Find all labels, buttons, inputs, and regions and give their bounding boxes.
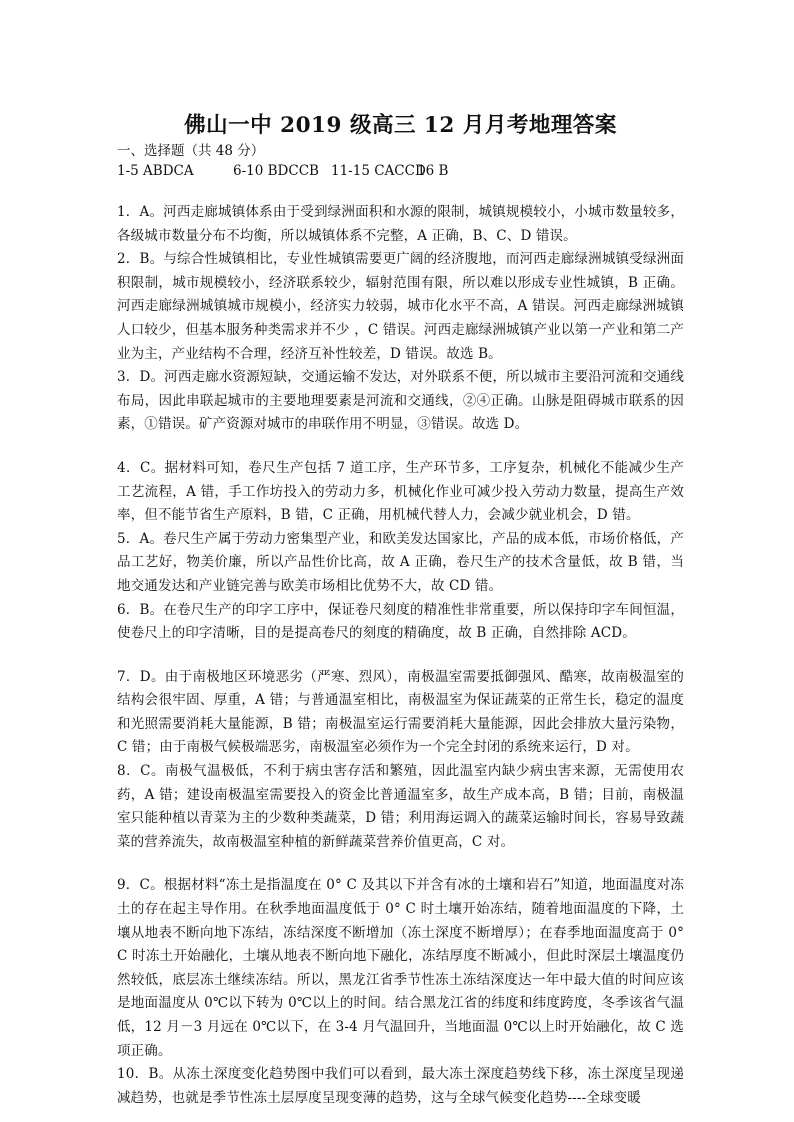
explanation-6: 6．B。在卷尺生产的印字工序中，保证卷尺刻度的精准性非常重要，所以保持印字车间恒温，使卷尺上的印字清晰，目的是提高卷尺的刻度的精确度，故 B 正确，自然排除 ACD。 [117,601,684,642]
answer-key-6-10: 6-10 BDCCB [233,163,319,179]
explanation-9: 9．C。根据材料“冻土是指温度在 0° C 及其以下并含有冰的土壤和岩石”知道，地面温度对冻土的存在起主导作用。在秋季地面温度低于 0° C 时土壤开始冻结，随着地面温度的下降，土壤从地表不断向地下冻结，冻结深度不断增加（冻土深度不断增厚）；在春季地面温度高于 0° C 时冻土开始融化，土壤从地表不断向地下融化，冻结厚度不断减小，但此时深层土壤温度仍然较低，底层冻土继续冻结。所以，黑龙江省季节性冻土冻结深度达一年中最大值的时间应该是地面温度从 0℃以下转为 0℃以上的时间。结合黑龙江省的纬度和纬度跨度，冬季该省气温低，12 月－3 月远在 0℃以下，在 3-4 月气温回升，当地面温 0℃以上时开始融化，故 C 选项正确。 [117,877,684,1059]
section-heading: 一、选择题（共 48 分） [117,143,265,159]
explanation-7: 7．D。由于南极地区环境恶劣（严寒、烈风），南极温室需要抵御强风、酷寒，故南极温室的结构会很牢固、厚重，A 错；与普通温室相比，南极温室为保证蔬菜的正常生长，稳定的温度和光照需要消耗大量能源，B 错；南极温室运行需要消耗大量能源，因此会排放大量污染物，C 错；由于南极气候极端恶劣，南极温室必须作为一个完全封闭的系统来运行，D 对。 [117,668,684,756]
page-title: 佛山一中 2019 级高三 12 月月考地理答案 [184,113,617,138]
explanation-2: 2．B。与综合性城镇相比，专业性城镇需要更广阔的经济腹地，而河西走廊绿洲城镇受绿洲面积限制，城市规模较小，经济联系较少，辐射范围有限，所以难以形成专业性城镇，B 正确。河西走廊绿洲城镇城市规模小，经济实力较弱，城市化水平不高，A 错误。河西走廊绿洲城镇人口较少，但基本服务种类需求并不少 ，C 错误。河西走廊绿洲城镇产业以第一产业和第二产业为主，产业结构不合理，经济互补性较差，D 错误。故选 B。 [117,251,684,362]
explanation-8: 8．C。南极气温极低，不利于病虫害存活和繁殖，因此温室内缺少病虫害来源，无需使用农药，A 错；建设南极温室需要投入的资金比普通温室多，故生产成本高，B 错；目前，南极温室只能种植以青菜为主的少数种类蔬菜，D 错；利用海运调入的蔬菜运输时间长，容易导致蔬菜的营养流失，故南极温室种植的新鲜蔬菜营养价值更高，C 对。 [117,763,684,850]
explanation-10: 10．B。从冻土深度变化趋势图中我们可以看到，最大冻土深度趋势线下移，冻土深度呈现递减趋势，也就是季节性冻土层厚度呈现变薄的趋势，这与全球气候变化趋势----全球变暖 [117,1066,684,1106]
answer-key-11-15: 11-15 CACCD [331,163,426,179]
answer-key-16: 16 B [417,163,449,179]
explanation-1: 1．A。河西走廊城镇体系由于受到绿洲面积和水源的限制，城镇规模较小，小城市数量较多，各级城市数量分布不均衡，所以城镇体系不完整，A 正确，B、C、D 错误。 [117,204,684,244]
answer-key-1-5: 1-5 ABDCA [117,163,194,179]
explanation-5: 5．A。卷尺生产属于劳动力密集型产业，和欧美发达国家比，产品的成本低，市场价格低，产品工艺好，物美价廉，所以产品性价比高，故 A 正确，卷尺生产的技术含量低，故 B 错，当地交通发达和产业链完善与欧美市场相比优势不大，故 CD 错。 [117,530,684,594]
explanation-4: 4．C。据材料可知，卷尺生产包括 7 道工序，生产环节多，工序复杂，机械化不能减少生产工艺流程，A 错，手工作坊投入的劳动力多，机械化作业可减少投入劳动力数量，提高生产效率，但不能节省生产原料，B 错，C 正确，用机械代替人力，会减少就业机会，D 错。 [117,459,684,524]
explanation-3: 3．D。河西走廊水资源短缺，交通运输不发达，对外联系不便，所以城市主要沿河流和交通线布局，因此串联起城市的主要地理要素是河流和交通线，②④正确。山脉是阻碍城市联系的因素，①错误。矿产资源对城市的串联作用不明显，③错误。故选 D。 [117,369,684,433]
answer-key-row [117,161,684,181]
